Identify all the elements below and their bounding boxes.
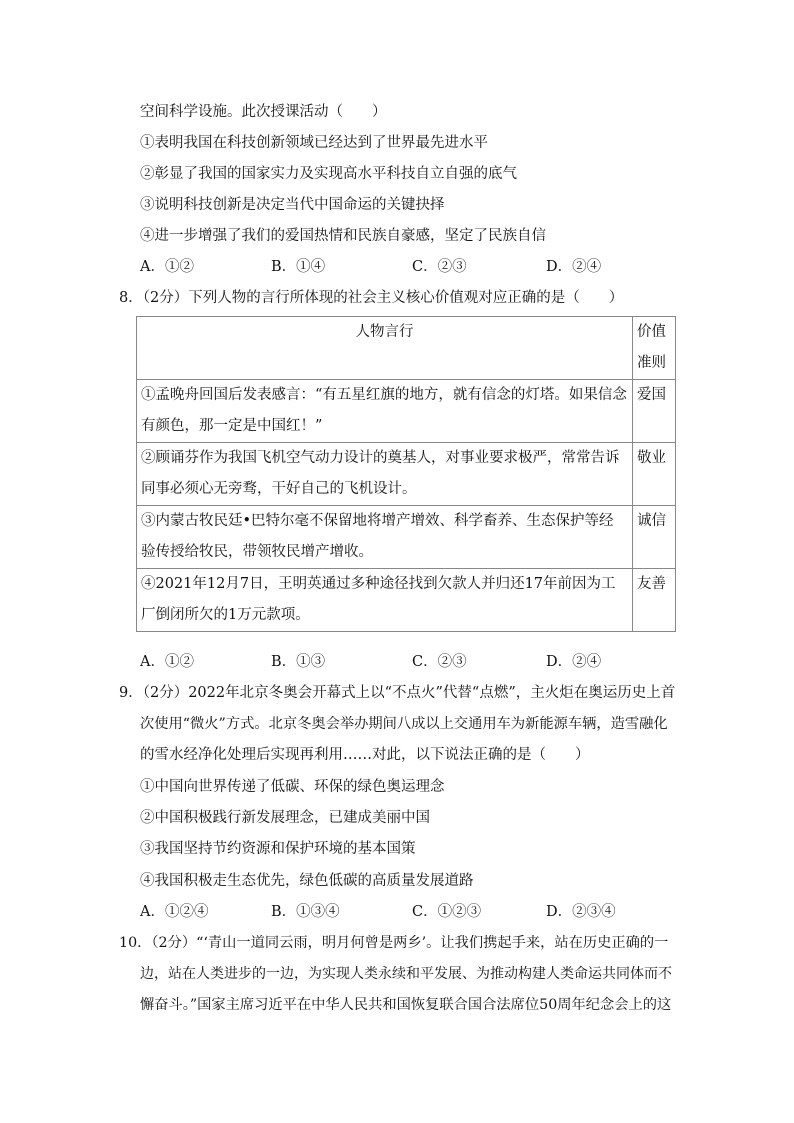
q9-statement-3: ③我国坚持节约资源和保护环境的基本国策 — [140, 841, 416, 857]
q8-options — [140, 652, 700, 672]
q9-option-a[interactable]: A．①②④ — [140, 904, 209, 920]
q9-statement-4: ④我国积极走生态优先，绿色低碳的高质量发展道路 — [140, 873, 474, 889]
q10-stem-line-2: 边，站在人类进步的一边，为实现人类永续和平发展、为推动构建人类命运共同体而不 — [140, 966, 672, 982]
table-header-right: 价值准则 — [633, 317, 676, 380]
q7-statement-2: ②彰显了我国的国家实力及实现高水平科技自立自强的底气 — [140, 166, 517, 182]
table-cell-value: 友善 — [637, 576, 666, 592]
table-cell-text: ①孟晚舟回国后发表感言：“有五星红旗的地方，就有信念的灯塔。如果信念有颜色，那一定是中国红！” — [141, 387, 627, 434]
q9-option-d[interactable]: D．②③④ — [546, 904, 616, 920]
table-row — [137, 380, 676, 443]
q8-option-c[interactable]: C．②③ — [412, 654, 467, 670]
q9-statement-1: ①中国向世界传递了低碳、环保的绿色奥运理念 — [140, 779, 445, 795]
table-header-left: 人物言行 — [137, 317, 633, 380]
table-cell-value: 诚信 — [637, 513, 666, 529]
q10-stem-line-3: 懈奋斗。”国家主席习近平在中华人民共和国恢复联合国合法席位50周年纪念会上的这 — [140, 997, 672, 1013]
q7-options — [140, 257, 700, 277]
q7-statement-3: ③说明科技创新是决定当代中国命运的关键抉择 — [140, 197, 445, 213]
q7-statement-1: ①表明我国在科技创新领域已经达到了世界最先进水平 — [140, 135, 488, 151]
q9-stem-line-1: 9．（2分）2022年北京冬奥会开幕式上以“不点火”代替“点燃”，主火炬在奥运历史上首 — [119, 685, 676, 701]
table-header-row — [137, 317, 676, 380]
q7-stem-tail: 空间科学设施。此次授课活动（ ） — [140, 104, 387, 120]
table-row — [137, 443, 676, 506]
q7-statement-4: ④进一步增强了我们的爱国热情和民族自豪感，坚定了民族自信 — [140, 228, 546, 244]
q9-statement-2: ②中国积极践行新发展理念，已建成美丽中国 — [140, 810, 430, 826]
table-cell-value: 爱国 — [637, 387, 666, 403]
table-row — [137, 506, 676, 569]
q7-option-a[interactable]: A．①② — [140, 259, 194, 275]
q9-option-c[interactable]: C．①②③ — [412, 904, 482, 920]
q10-stem-line-1: 10．（2分）“‘青山一道同云雨，明月何曾是两乡’。让我们携起手来，站在历史正确的一 — [119, 935, 669, 951]
table-cell-text: ④2021年12月7日，王明英通过多种途径找到欠款人并归还17年前因为工厂倒闭所欠的1万元款项。 — [141, 576, 616, 623]
table-cell-text: ②顾诵芬作为我国飞机空气动力设计的奠基人，对事业要求极严，常常告诉同事必须心无旁骛，干好自己的飞机设计。 — [141, 450, 620, 497]
q8-stem: 8．（2分）下列人物的言行所体现的社会主义核心价值观对应正确的是（ ） — [119, 290, 624, 306]
q7-option-d[interactable]: D．②④ — [546, 259, 602, 275]
q9-options — [140, 902, 700, 922]
q7-option-b[interactable]: B．①④ — [271, 259, 326, 275]
q7-option-c[interactable]: C．②③ — [412, 259, 467, 275]
table-cell-text: ③内蒙古牧民廷•巴特尔毫不保留地将增产增效、科学畜养、生态保护等经验传授给牧民，带领牧民增产增收。 — [141, 513, 614, 560]
table-cell-value: 敬业 — [637, 450, 666, 466]
q8-option-a[interactable]: A．①② — [140, 654, 194, 670]
q9-stem-line-2: 次使用“微火”方式。北京冬奥会举办期间八成以上交通用车为新能源车辆，造雪融化 — [140, 716, 668, 732]
table-row — [137, 569, 676, 632]
q9-option-b[interactable]: B．①③④ — [271, 904, 340, 920]
q8-option-d[interactable]: D．②④ — [546, 654, 602, 670]
q8-table — [136, 316, 676, 632]
q8-option-b[interactable]: B．①③ — [271, 654, 326, 670]
q9-stem-line-3: 的雪水经净化处理后实现再利用……对此，以下说法正确的是（ ） — [140, 747, 590, 763]
